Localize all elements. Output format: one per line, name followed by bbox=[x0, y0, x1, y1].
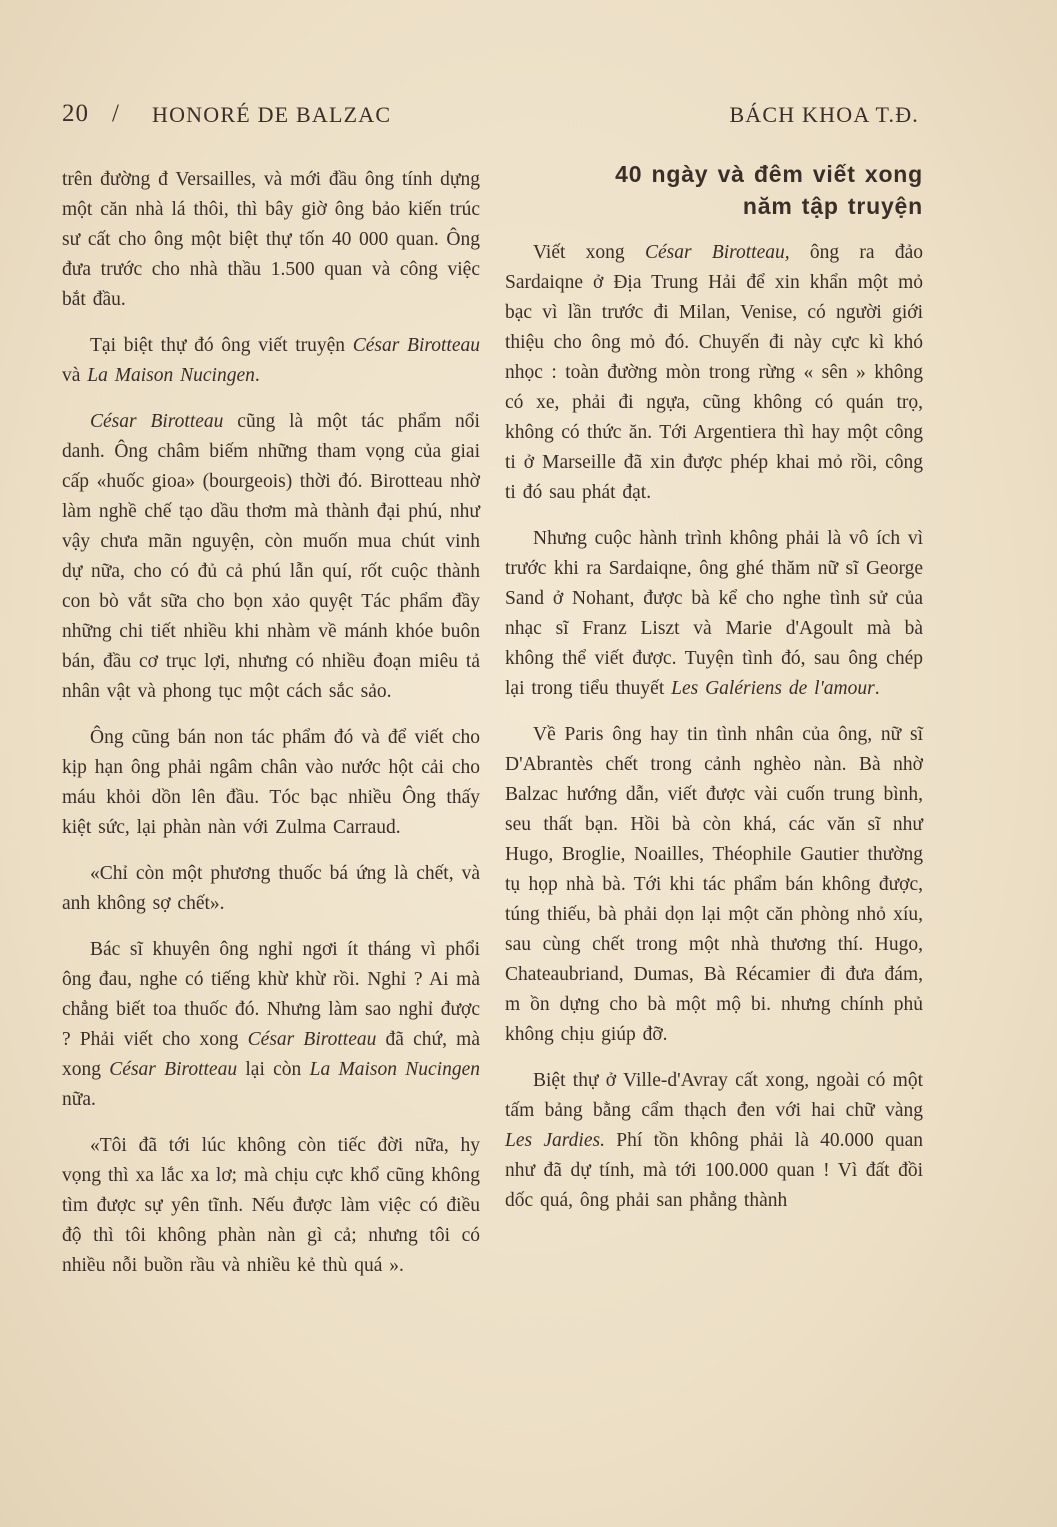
text-run: đã chứ, mà xong bbox=[62, 1029, 481, 1080]
paragraph bbox=[62, 407, 480, 707]
section-heading bbox=[505, 158, 923, 222]
right-column bbox=[505, 158, 923, 1232]
book-title: César Birotteau bbox=[109, 1059, 238, 1080]
heading-line: 40 ngày và đêm viết xong bbox=[615, 161, 923, 187]
text-run: Viết xong bbox=[533, 242, 645, 263]
paragraph: Về Paris ông hay tin tình nhân của ông, nữ sĩ D'Abrantès chết trong cảnh nghèo nàn. Bà nhờ Balzac hướng dẫn, viết được vài cuốn trung bình, seu thất bạn. Hồi bà còn khá, các văn sĩ như Hugo, Broglie, Noailles, Théophile Gautier thường tụ họp nhà bà. Tới khi tác phẩm bán không được, túng thiếu, bà phải dọn lại một căn phòng nhỏ xíu, sau cùng chết trong một nhà thương thí. Hugo, Chateaubriand, Dumas, Bà Récamier đi đưa đám, m ồn dựng cho bà một mộ bi. nhưng chính phủ không chịu giúp đỡ. bbox=[505, 724, 923, 1045]
paragraph bbox=[505, 1066, 923, 1216]
text-run: ông ra đảo Sardaiqne ở Địa Trung Hải để xin khẩn một mỏ bạc vì lần trước đi Milan, Venise, có người giới thiệu cho ông mỏ đó. Chuyến đi này cực kì khó nhọc : toàn đường mòn trong rừng « sên » không có xe, phải đi ngựa, cũng không có quán trọ, không có thức ăn. Tới Argentiera thì hay một công ti ở Marseille đã xin được phép khai mỏ rồi, công ti đó sau phát đạt. bbox=[505, 242, 923, 503]
quote-paragraph: «Tôi đã tới lúc không còn tiếc đời nữa, hy vọng thì xa lắc xa lơ; mà chịu cực khổ cũng không tìm được sự yên tĩnh. Nếu được làm việc có điều độ thì tôi không phàn nàn gì cả; nhưng tôi có nhiều nỗi buồn rầu và nhiều kẻ thù quá ». bbox=[62, 1135, 480, 1276]
paragraph bbox=[62, 331, 480, 391]
text-run: lại còn bbox=[237, 1059, 310, 1080]
paragraph bbox=[505, 524, 923, 704]
text-run: Tại biệt thự đó ông viết truyện bbox=[90, 335, 353, 356]
book-title: César Birotteau bbox=[90, 411, 224, 432]
running-header bbox=[62, 100, 919, 136]
paragraph: Ông cũng bán non tác phẩm đó và để viết cho kịp hạn ông phải ngâm chân vào nước hột cải cho máu khỏi dồn lên đầu. Tóc bạc nhiều Ông thấy kiệt sức, lại phàn nàn với Zulma Carraud. bbox=[62, 727, 480, 838]
text-run: Nhưng cuộc hành trình không phải là vô ích vì trước khi ra Sardaiqne, ông ghé thăm nữ sĩ George Sand ở Nohant, được bà kể cho nghe tình sử của nhạc sĩ Franz Liszt và Marie d'Agoult mà bà không thể viết được. Tuyện tình đó, sau ông chép lại trong tiểu thuyết bbox=[505, 528, 923, 699]
text-run: . bbox=[254, 365, 260, 386]
left-column bbox=[62, 165, 480, 1297]
book-title: Les Jardies. bbox=[505, 1130, 605, 1151]
magazine-name: BÁCH KHOA T.Đ. bbox=[729, 102, 919, 127]
page-number: 20 bbox=[62, 100, 89, 127]
heading-line: năm tập truyện bbox=[742, 193, 923, 219]
book-title: La Maison Nucingen bbox=[309, 1059, 480, 1080]
text-run: . bbox=[874, 678, 880, 699]
book-title: César Birotteau, bbox=[644, 242, 790, 263]
paragraph: trên đường đ Versailles, và mới đầu ông tính dựng một căn nhà lá thôi, thì bây giờ ông bảo kiến trúc sư cất cho ông một biệt thự tốn 40 000 quan. Ông đưa trước cho nhà thầu 1.500 quan và công việc bắt đầu. bbox=[62, 169, 480, 310]
paragraph bbox=[62, 935, 480, 1115]
text-run: nữa. bbox=[62, 1089, 96, 1110]
book-title: César Birotteau bbox=[247, 1029, 377, 1050]
text-run: và bbox=[62, 365, 88, 386]
text-run: Bác sĩ khuyên ông nghỉ ngơi ít tháng vì phổi ông đau, nghe có tiếng khừ khừ rồi. Nghỉ ? Ai mà chẳng biết toa thuốc đó. Nhưng làm sao nghỉ được ? Phải viết cho xong bbox=[62, 939, 480, 1050]
paragraph bbox=[505, 238, 923, 508]
text-run: cũng là một tác phẩm nổi danh. Ông châm biếm những tham vọng của giai cấp «huốc gioa» (bourgeois) thời đó. Birotteau nhờ làm nghề chế tạo dầu thơm mà thành đại phú, như vậy chưa mãn nguyện, còn muốn mua chút vinh dự nữa, cho có đủ cả phú lẫn quí, rốt cuộc thành con bò vắt sữa cho bọn xảo quyệt Tác phẩm đầy những chi tiết nhiều khi nhàm về mánh khóe buôn bán, đầu cơ trục lợi, nhưng có nhiều đoạn miêu tả nhân vật và phong tục một cách sắc sảo. bbox=[62, 411, 480, 702]
book-title: Les Galériens de l'amour bbox=[671, 678, 875, 699]
header-separator: / bbox=[112, 100, 119, 127]
book-title: La Maison Nucingen bbox=[87, 365, 255, 386]
book-title: César Birotteau bbox=[352, 335, 480, 356]
text-run: Biệt thự ở Ville-d'Avray cất xong, ngoài có một tấm bảng bằng cẩm thạch đen với hai chữ vàng bbox=[505, 1070, 923, 1121]
text-run: Phí tồn không phải là 40.000 quan như đã dự tính, mà tới 100.000 quan ! Vì đất đồi dốc quá, ông phải san phẳng thành bbox=[505, 1130, 923, 1211]
book-author: HONORÉ DE BALZAC bbox=[152, 102, 392, 127]
quote-paragraph: «Chỉ còn một phương thuốc bá ứng là chết, và anh không sợ chết». bbox=[62, 863, 480, 914]
